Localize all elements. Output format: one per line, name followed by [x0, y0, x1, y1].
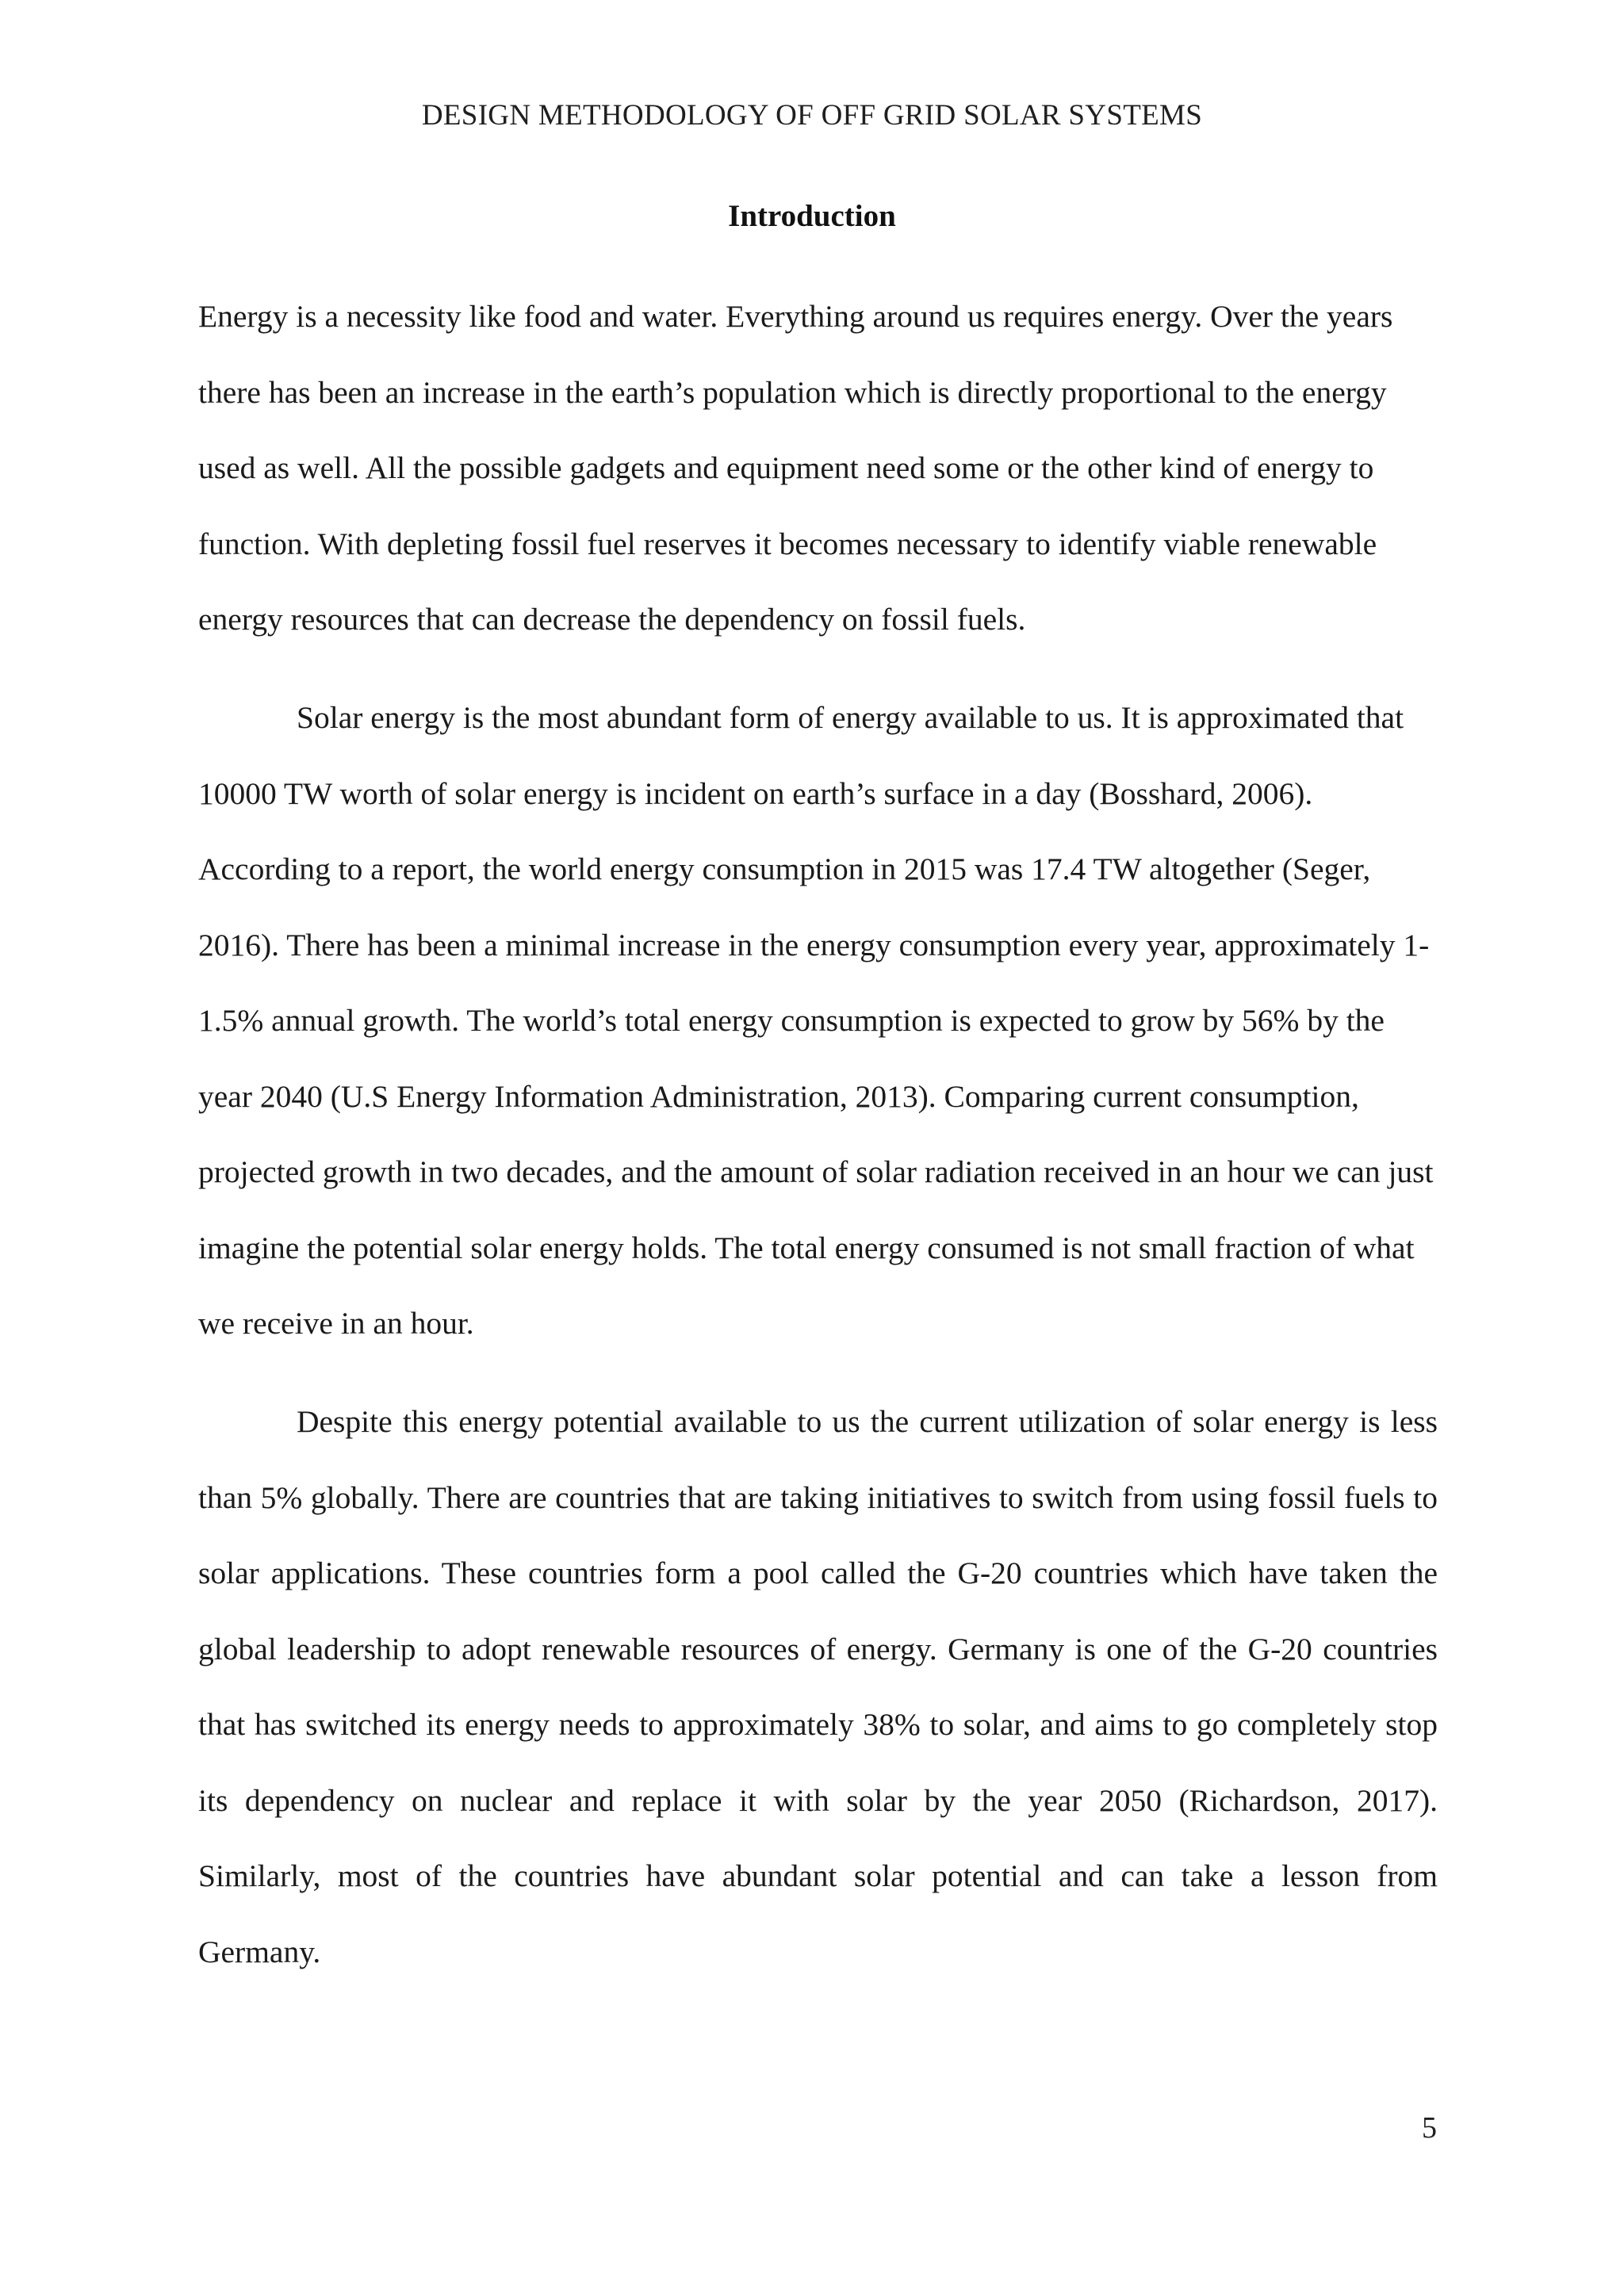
- page-number: 5: [1422, 2111, 1437, 2145]
- paragraph-text: Solar energy is the most abundant form of energy available to us. It is approximated that 10000 TW worth of solar energy is incident on earth’s surface in a day (Bosshard, 2006). According to a report, the world energy consumption in 2015 was 17.4 TW altogether (Seger, 2016). There has been a minimal increase in the energy consumption every year, approximately 1-1.5% annual growth. The world’s total energy consumption is expected to grow by 56% by the year 2040 (U.S Energy Information Administration, 2013). Comparing current consumption, projected growth in two decades, and the amount of solar radiation received in an hour we can just imagine the potential solar energy holds. The total energy consumed is not small fraction of what we receive in an hour.: [198, 700, 1434, 1341]
- section-heading-introduction: Introduction: [728, 199, 896, 233]
- body-paragraph-2: [198, 680, 1438, 1362]
- body-paragraph-3: [198, 1384, 1438, 1990]
- body-paragraph-1: [198, 279, 1438, 658]
- paragraph-text: Energy is a necessity like food and water. Everything around us requires energy. Over the years there has been an increase in the earth’s population which is directly proportional to the energy used as well. All the possible gadgets and equipment need some or the other kind of energy to function. With depleting fossil fuel reserves it becomes necessary to identify viable renewable energy resources that can decrease the dependency on fossil fuels.: [198, 299, 1393, 637]
- paragraph-text: Despite this energy potential available to us the current utilization of solar energy is less than 5% globally. There are countries that are taking initiatives to switch from using fossil fuels to solar applications. These countries form a pool called the G-20 countries which have taken the global leadership to adopt renewable resources of energy. Germany is one of the G-20 countries that has switched its energy needs to approximately 38% to solar, and aims to go completely stop its dependency on nuclear and replace it with solar by the year 2050 (Richardson, 2017). Similarly, most of the countries have abundant solar potential and can take a lesson from Germany.: [198, 1404, 1438, 1969]
- running-head: DESIGN METHODOLOGY OF OFF GRID SOLAR SYSTEMS: [421, 99, 1203, 132]
